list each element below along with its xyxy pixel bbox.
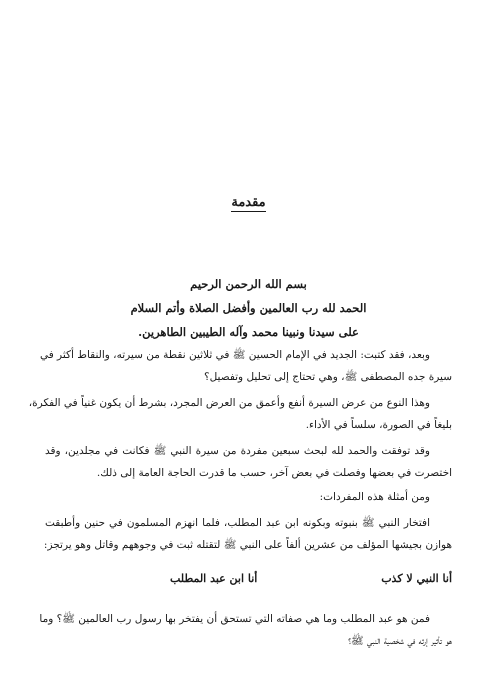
paragraph-line: هوازن بجيشها المؤلف من عشرين ألفاً على النبي ﷺ لتقتله ثبت في وجوههم وقاتل وهو يرتجز:	[43, 539, 452, 551]
paragraph-examples-intro	[45, 486, 452, 508]
paragraph-method	[28, 392, 452, 436]
salat-line: على سيدنا ونبينا محمد وآله الطيبين الطاهرين.	[138, 325, 359, 339]
paragraph-line: افتخار النبي ﷺ بنبوته وبكونه ابن عبد المطلب، فلما انهزم المسلمون في حنين وأطبقت	[45, 517, 430, 529]
basmala: بسم الله الرحمن الرحيم	[190, 277, 307, 291]
verse-hemistich-2: أنا ابن عبد المطلب	[170, 572, 258, 585]
verse-hemistich-1: أنا النبي لا كذب	[381, 572, 452, 585]
hamd-line: الحمد لله رب العالمين وأفضل الصلاة وأتم السلام	[130, 301, 367, 315]
page-title	[0, 195, 497, 210]
paragraph-line: هو تأثير إرثه في شخصية النبي ﷺ؟	[348, 635, 452, 647]
paragraph-line: وبعد، فقد كتبت: الجديد في الإمام الحسين ﷺ في ثلاثين نقطة من سيرته، والنقاط أكثر في	[39, 349, 430, 361]
paragraph-line: فمن هو عبد المطلب وما هي صفاته التي تستحق أن يفتخر بها رسول رب العالمين ﷺ؟ وما	[39, 613, 430, 625]
paragraph-line: ومن أمثلة هذه المفردات:	[319, 491, 430, 503]
paragraph-line: وقد توفقت والحمد لله لبحث سبعين مفردة من سيرة النبي ﷺ فكانت في مجلدين، وقد	[45, 445, 430, 457]
paragraph-intro	[39, 344, 452, 388]
paragraph-scope	[45, 440, 452, 484]
paragraph-line: بليغاً في الصورة، سلساً في الأداء.	[305, 419, 452, 431]
paragraph-line: سيرة جده المصطفى ﷺ، وهي تحتاج إلى تحليل وتفصيل؟	[204, 371, 452, 383]
paragraph-question	[39, 608, 452, 652]
paragraph-line: وهذا النوع من عرض السيرة أنفع وأعمق من العرض المجرد، بشرط أن يكون غنياً في الفكرة،	[28, 397, 430, 409]
paragraph-hunayn	[45, 512, 452, 556]
title-text: مقدمة	[231, 195, 266, 210]
paragraph-line: اختصرت في بعضها وفصلت في بعض آخر، حسب ما قدرت الحاجة العامة إلى ذلك.	[96, 467, 452, 479]
